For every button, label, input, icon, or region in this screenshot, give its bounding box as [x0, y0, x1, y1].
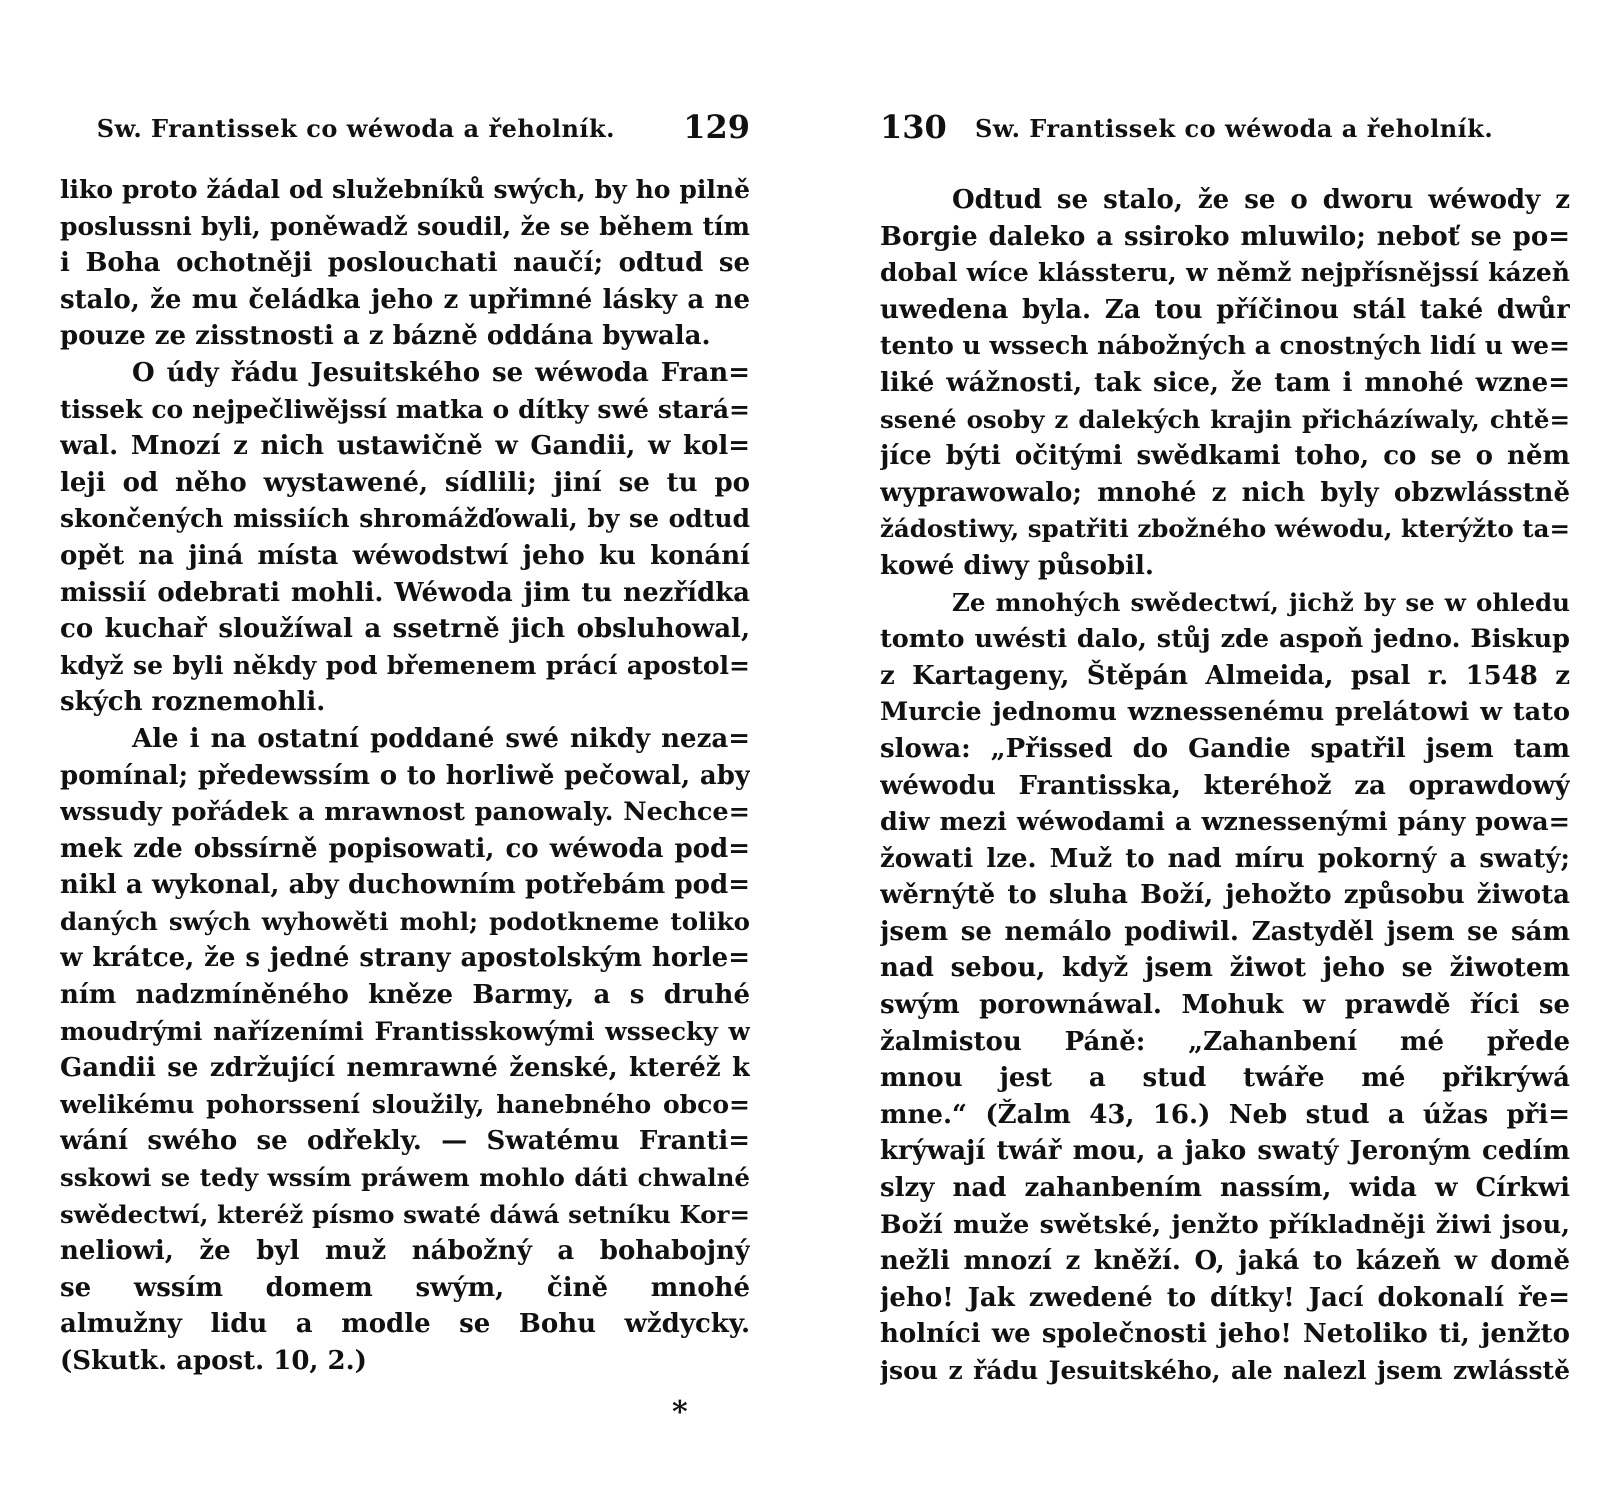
text-line: moudrými nařízeními Frantisskowými wssecky w: [60, 1016, 750, 1046]
text-line: wéwodu Frantisska, kteréhož za oprawdowý: [880, 770, 1570, 801]
text-line: uwedena byla. Za tou příčinou stál také dwůr: [880, 294, 1570, 325]
text-line: žalmistou Páně: „Zahanbení mé přede: [880, 1026, 1570, 1057]
text-line: O údy řádu Jesuitského se wéwoda Fran=: [132, 357, 750, 388]
text-line: žádostiwy, spatřiti zbožného wéwodu, kterýžto ta=: [880, 514, 1570, 544]
text-line: pomínal; předewssím o to horliwě pečowal, aby: [60, 760, 750, 791]
text-line: neliowi, že byl muž nábožný a bohabojný: [60, 1236, 750, 1267]
text-line: daných swých wyhowěti mohl; podotkneme toliko: [60, 906, 750, 936]
text-line: skončených missiích shromážďowali, by se odtud: [60, 504, 750, 534]
text-line: nežli mnozí z kněží. O, jaká to kázeň w domě: [880, 1246, 1570, 1277]
text-line: krýwají twář mou, a jako swatý Jeroným cedím: [880, 1136, 1570, 1167]
text-line: Odtud se stalo, že se o dworu wéwody z: [952, 185, 1570, 215]
text-line: wyprawowalo; mnohé z nich byly obzwlásstně: [880, 477, 1570, 508]
text-line: ssené osoby z dalekých krajin přicházíwaly, chtě=: [880, 404, 1570, 434]
text-line: slowa: „Přissed do Gandie spatřil jsem tam: [880, 733, 1570, 764]
text-line: Gandii se zdržující nemrawné ženské, kteréž k: [60, 1053, 750, 1084]
text-line: diw mezi wéwodami a wznessenými pány powa=: [880, 807, 1570, 838]
text-line: z Kartageny, Štěpán Almeida, psal r. 1548 z: [880, 660, 1570, 691]
left-page-number: 129: [683, 108, 750, 146]
text-line: i Boha ochotněji poslouchati naučí; odtud se: [60, 248, 750, 279]
text-line: se wssím domem swým, čině mnohé: [60, 1272, 750, 1303]
text-line: sskowi se tedy wssím práwem mohlo dáti chwalné: [60, 1163, 750, 1193]
text-line: w krátce, že s jedné strany apostolským horle=: [60, 943, 750, 974]
text-line: Murcie jednomu wznessenému prelátowi w tato: [880, 697, 1570, 728]
text-line: Ze mnohých swědectwí, jichž by se w ohledu: [952, 587, 1570, 617]
text-line: holníci we společnosti jeho! Netoliko ti, jenžto: [880, 1319, 1570, 1350]
text-line: Ale i na ostatní poddané swé nikdy neza=: [132, 723, 750, 754]
text-line: tento u wssech nábožných a cnostných lidí u we=: [880, 331, 1570, 361]
text-line: ských roznemohli.: [60, 687, 326, 718]
text-line: (Skutk. apost. 10, 2.): [60, 1346, 367, 1376]
text-line: mne.“ (Žalm 43, 16.) Neb stud a úžas při=: [880, 1099, 1570, 1130]
signature-mark: *: [672, 1395, 688, 1430]
right-body-text: [880, 182, 1570, 1390]
text-line: jíce býti očitými swědkami toho, co se o něm: [880, 441, 1570, 472]
text-line: co kuchař sloužíwal a ssetrně jich obsluhowal,: [60, 614, 750, 645]
text-line: kowé diwy působil.: [880, 550, 1154, 581]
text-line: Borgie daleko a ssiroko mluwilo; neboť se po=: [880, 221, 1570, 252]
text-line: wěrnýtě to sluha Boží, jehožto způsobu žiwota: [880, 880, 1570, 911]
left-body-text: [60, 172, 750, 1380]
text-line: ním nadzmíněného kněze Barmy, a s druhé: [60, 980, 750, 1011]
text-line: jsem se nemálo podiwil. Zastyděl jsem se sám: [880, 916, 1570, 947]
text-line: liké wážnosti, tak sice, že tam i mnohé wzne=: [880, 367, 1570, 398]
left-page: [60, 0, 750, 1500]
right-page-header: [880, 108, 1570, 148]
text-line: opět na jiná místa wéwodstwí jeho ku konání: [60, 540, 750, 571]
text-line: missií odebrati mohli. Wéwoda jim tu nezřídka: [60, 577, 750, 608]
left-page-header: [60, 108, 750, 148]
left-running-title: Sw. Frantissek co wéwoda a řeholník.: [96, 114, 615, 143]
text-line: nad sebou, když jsem žiwot jeho se žiwotem: [880, 953, 1570, 984]
text-line: swým porownáwal. Mohuk w prawdě říci se: [880, 990, 1570, 1021]
text-line: slzy nad zahanbením nassím, wida w Církwi: [880, 1173, 1570, 1204]
text-line: Boží muže swětské, jenžto příkladněji žiwi jsou,: [880, 1209, 1570, 1240]
text-line: wání swého se odřekly. — Swatému Franti=: [60, 1126, 750, 1157]
text-line: leji od něho wystawené, sídlili; jiní se tu po: [60, 467, 750, 498]
text-line: žowati lze. Muž to nad míru pokorný a swatý;: [880, 843, 1570, 874]
text-line: tissek co nejpečliwějssí matka o dítky swé stará=: [60, 394, 750, 424]
text-line: poslussni byli, poněwadž soudil, že se během tím: [60, 211, 750, 241]
text-line: wssudy pořádek a mrawnost panowaly. Nechce=: [60, 797, 750, 828]
text-line: almužny lidu a modle se Bohu wždycky.: [60, 1309, 750, 1340]
right-running-title: Sw. Frantissek co wéwoda a řeholník.: [975, 114, 1494, 143]
text-line: mnou jest a stud twáře mé přikrýwá: [880, 1063, 1570, 1094]
text-line: liko proto žádal od služebníků swých, by ho pilně: [60, 175, 750, 204]
right-page-number: 130: [880, 108, 947, 146]
text-line: nikl a wykonal, aby duchowním potřebám pod=: [60, 870, 750, 901]
text-line: mek zde obssírně popisowati, co wéwoda pod=: [60, 833, 750, 864]
text-line: tomto uwésti dalo, stůj zde aspoň jedno. Biskup: [880, 624, 1570, 655]
text-line: wal. Mnozí z nich ustawičně w Gandii, w kol=: [60, 431, 750, 462]
text-line: jeho! Jak zwedené to dítky! Jací dokonalí ře=: [880, 1282, 1570, 1313]
right-page: [880, 0, 1570, 1500]
text-line: dobal wíce klássteru, w němž nejpřísnějssí kázeň: [880, 258, 1570, 288]
text-line: pouze ze zisstnosti a z bázně oddána bywala.: [60, 321, 711, 352]
text-line: welikému pohorssení sloužily, hanebného obco=: [60, 1089, 750, 1119]
text-line: swědectwí, kteréž písmo swaté dáwá setníku Kor=: [60, 1199, 750, 1229]
text-line: jsou z řádu Jesuitského, ale nalezl jsem zwlásstě: [880, 1356, 1570, 1385]
text-line: stalo, že mu čeládka jeho z upřimné lásky a ne: [60, 284, 750, 315]
text-line: když se byli někdy pod břemenem prácí apostol=: [60, 650, 750, 680]
